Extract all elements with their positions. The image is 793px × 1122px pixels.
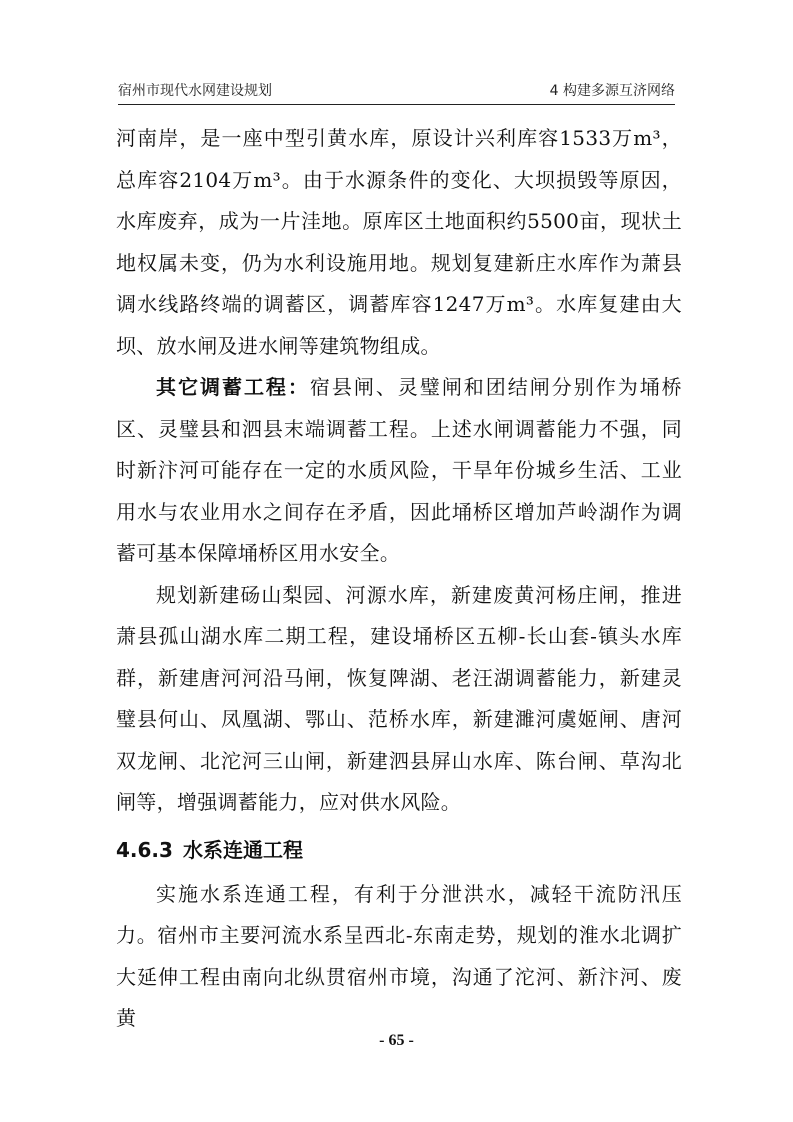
text-line: 宿州市主要河流水系呈西北-东南走势，规划的淮水北调扩大 [116, 923, 682, 989]
text-line: 水库废弃，成为一片洼地。原库区土地面积约5500亩，现状土 [116, 209, 682, 233]
text-line: 基本保障埇桥区用水安全。 [156, 541, 401, 565]
page-number: - 65 - [379, 1032, 414, 1049]
text-line: 与农业用水之间存在矛盾，因此埇桥区增加芦岭湖作为调蓄可 [116, 499, 682, 565]
text-line: 规划新建砀山梨园、河源水库，新建废黄河杨庄闸，推进 [156, 582, 682, 607]
header-document-title: 宿州市现代水网建设规划 [118, 83, 272, 99]
section-number: 4.6.3 [116, 837, 173, 862]
paragraph-water-connectivity [116, 874, 682, 1040]
text-line: 灵璧县和泗县末端调蓄工程。上述水闸调蓄能力不强，同时新 [116, 416, 682, 482]
paragraph-lead-heading: 其它调蓄工程： [156, 375, 310, 399]
text-line: 萧县孤山湖水库二期工程，建设埇桥区五柳-长山套-镇头水库 [116, 624, 682, 648]
section-heading [116, 830, 682, 870]
text-line: 闸等，增强调蓄能力，应对供水风险。 [116, 790, 462, 814]
text-line: 璧县何山、凤凰湖、鄂山、范桥水库，新建濉河虞姬闸、唐河 [116, 707, 682, 731]
text-line: 河南岸，是一座中型引黄水库，原设计兴利库容1533万m³， [116, 126, 682, 150]
section-title: 水系连通工程 [182, 837, 303, 862]
text-line: 调水线路终端的调蓄区，调蓄库容1247万m³。水库复建由大 [116, 292, 682, 316]
text-line: 实施水系连通工程，有利于分泄洪水，减轻干流防汛压力。 [116, 881, 682, 947]
text-line: 群，新建唐河河沿马闸，恢复陴湖、老汪湖调蓄能力，新建灵 [116, 665, 682, 690]
text-line: 坝、放水闸及进水闸等建筑物组成。 [116, 333, 441, 358]
running-header [118, 82, 675, 105]
text-line: 延伸工程由南向北纵贯宿州市境，沟通了沱河、新汴河、废黄 [116, 964, 682, 1030]
text-line: 总库容2104万m³。由于水源条件的变化、大坝损毁等原因， [116, 167, 682, 192]
page-body [116, 118, 682, 1040]
paragraph-xinzhuang-reservoir [116, 118, 682, 367]
text-line: 地权属未变，仍为水利设施用地。规划复建新庄水库作为萧县 [116, 250, 682, 275]
text-line: 宿县闸、灵璧闸和团结闸分别作为埇桥区、 [116, 375, 682, 441]
text-line: 双龙闸、北沱河三山闸，新建泗县屏山水库、陈台闸、草沟北 [116, 748, 682, 773]
text-line: 汴河可能存在一定的水质风险，干旱年份城乡生活、工业用水 [116, 458, 682, 524]
header-chapter-title: 4 构建多源互济网络 [549, 83, 675, 99]
paragraph-planned-new-works [116, 575, 682, 824]
paragraph-other-storage-projects [116, 367, 682, 575]
